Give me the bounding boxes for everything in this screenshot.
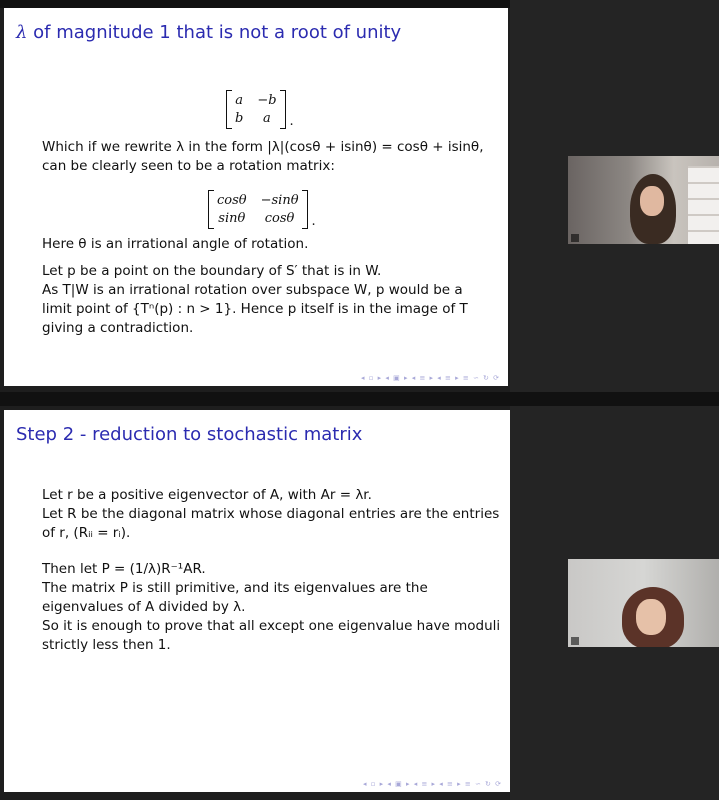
bracket-right [302, 190, 308, 229]
slide-1-title [16, 22, 401, 43]
slide-divider [0, 392, 719, 406]
matrix-cell: cosθ [217, 193, 247, 208]
text-line: Which if we rewrite λ in the form |λ|(cosθ + isinθ) = cosθ + isinθ, [42, 139, 484, 155]
rewrite-text [42, 138, 484, 176]
slide-2 [4, 410, 510, 792]
eigenvector-paragraph [42, 486, 499, 543]
period: . [289, 114, 294, 129]
text-line: can be clearly seen to be a rotation matrix: [42, 158, 335, 174]
text-line: Let R be the diagonal matrix whose diagonal entries are the entries [42, 506, 500, 522]
text-line: The matrix P is still primitive, and its eigenvalues are the [42, 580, 428, 596]
text-line: Then let P = (1/λ)R⁻¹AR. [42, 561, 206, 577]
title-lambda: λ [16, 22, 28, 43]
participant-video-1[interactable] [568, 156, 719, 244]
stochastic-paragraph [42, 560, 500, 655]
matrix-ab [226, 90, 294, 129]
matrix-cell: sinθ [218, 211, 246, 226]
participant-name-tag [571, 637, 579, 645]
bookshelf [688, 166, 719, 244]
slide-2-title: Step 2 - reduction to stochastic matrix [16, 424, 363, 445]
text-line: Let p be a point on the boundary of S′ that is in W. [42, 263, 382, 279]
angle-text [42, 235, 308, 254]
beamer-nav-icons[interactable]: ◂ ▫ ▸ ◂ ▣ ▸ ◂ ≡ ▸ ◂ ≡ ▸ ≡ ∽ ↻ ⟳ [360, 374, 500, 382]
matrix-cell: −b [257, 93, 277, 108]
text-line: eigenvalues of A divided by λ. [42, 599, 246, 615]
matrix-cell: cosθ [264, 211, 295, 226]
period: . [311, 214, 316, 229]
matrix-cell: −sinθ [260, 193, 299, 208]
text-line: of r, (Rᵢᵢ = rᵢ). [42, 525, 131, 541]
text-line: Let r be a positive eigenvector of A, with Ar = λr. [42, 487, 372, 503]
participant-name-tag [571, 234, 579, 242]
boundary-paragraph [42, 262, 468, 338]
participant-face [636, 599, 666, 635]
beamer-nav-icons[interactable]: ◂ ▫ ▸ ◂ ▣ ▸ ◂ ≡ ▸ ◂ ≡ ▸ ≡ ∽ ↻ ⟳ [362, 780, 502, 788]
text-line: As T|W is an irrational rotation over subspace W, p would be a [42, 282, 463, 298]
text-line: So it is enough to prove that all except one eigenvalue have moduli [42, 618, 501, 634]
text-line: strictly less then 1. [42, 637, 171, 653]
text-line: limit point of {Tⁿ(p) : n > 1}. Hence p itself is in the image of T [42, 301, 468, 317]
participant-face [640, 186, 664, 216]
participant-video-2[interactable] [568, 559, 719, 647]
matrix-cell: a [263, 111, 271, 126]
matrix-cell: b [235, 111, 244, 126]
text-line: giving a contradiction. [42, 320, 194, 336]
slide-1 [4, 8, 508, 386]
text-line: Here θ is an irrational angle of rotation. [42, 236, 309, 252]
title-text: of magnitude 1 that is not a root of unity [27, 22, 402, 43]
bracket-right [280, 90, 286, 129]
rotation-matrix [208, 190, 316, 229]
matrix-cell: a [235, 93, 244, 108]
